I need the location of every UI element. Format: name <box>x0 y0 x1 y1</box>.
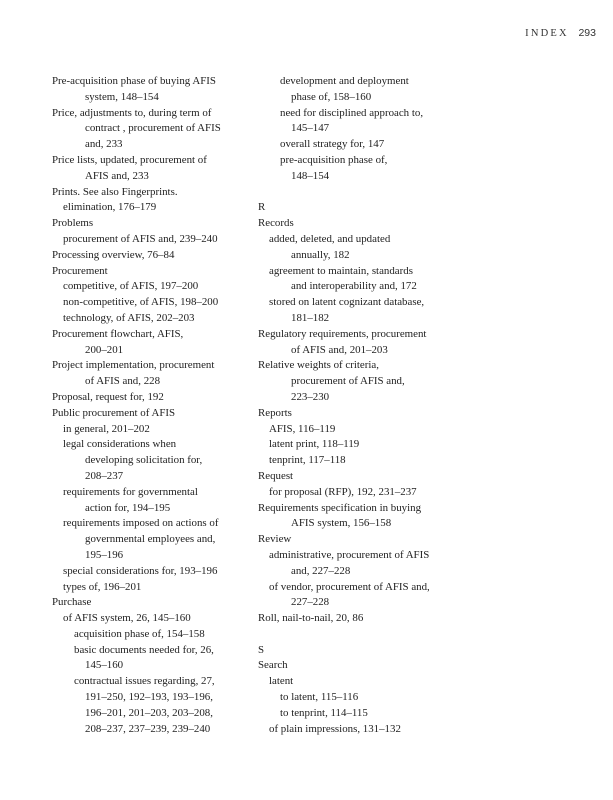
index-entry: Public procurement of AFIS <box>52 406 176 419</box>
section-gap <box>258 627 458 643</box>
index-subentry: and, 233 <box>85 138 123 151</box>
index-subentry: to latent, 115–116 <box>280 691 359 704</box>
index-entry: Search <box>258 659 288 672</box>
index-entry: Regulatory requirements, procurement <box>258 327 427 340</box>
index-subentry: overall strategy for, 147 <box>280 138 385 151</box>
index-subentry: to tenprint, 114–115 <box>280 706 368 719</box>
index-subentry: tenprint, 117–118 <box>269 454 346 467</box>
section-gap <box>258 185 458 201</box>
index-subentry: elimination, 176–179 <box>63 201 157 214</box>
index-column-left <box>52 74 242 737</box>
index-entry: Relative weights of criteria, <box>258 359 379 372</box>
index-subentry: 196–201, 201–203, 203–208, <box>85 706 213 719</box>
index-subentry: of AFIS and, 201–203 <box>291 343 388 356</box>
index-subentry: for proposal (RFP), 192, 231–237 <box>269 485 417 498</box>
index-subentry: 145–160 <box>85 659 124 672</box>
index-subentry: requirements imposed on actions of <box>63 517 219 530</box>
index-subentry: 181–182 <box>291 311 330 324</box>
index-subentry: acquisition phase of, 154–158 <box>74 627 205 640</box>
index-column-right <box>258 74 458 737</box>
index-subentry: added, deleted, and updated <box>269 232 391 245</box>
index-entry: S <box>258 643 265 656</box>
index-subentry: procurement of AFIS and, 239–240 <box>63 232 218 245</box>
index-subentry: 208–237, 237–239, 239–240 <box>85 722 211 735</box>
index-entry: Procurement <box>52 264 108 277</box>
index-subentry: 145–147 <box>291 122 330 135</box>
index-subentry: 200–201 <box>85 343 124 356</box>
index-subentry: 208–237 <box>85 469 124 482</box>
index-subentry: 195–196 <box>85 548 124 561</box>
index-subentry: AFIS system, 156–158 <box>291 517 392 530</box>
index-subentry: agreement to maintain, standards <box>269 264 413 277</box>
index-subentry: AFIS and, 233 <box>85 169 149 182</box>
index-subentry: special considerations for, 193–196 <box>63 564 218 577</box>
index-subentry: contract , procurement of AFIS <box>85 122 221 135</box>
index-subentry: 191–250, 192–193, 193–196, <box>85 691 213 704</box>
index-subentry: competitive, of AFIS, 197–200 <box>63 280 199 293</box>
index-subentry: types of, 196–201 <box>63 580 142 593</box>
index-subentry: of vendor, procurement of AFIS and, <box>269 580 430 593</box>
index-entry: Purchase <box>52 596 92 609</box>
index-subentry: basic documents needed for, 26, <box>74 643 214 656</box>
index-subentry: of AFIS and, 228 <box>85 375 161 388</box>
index-subentry: annually, 182 <box>291 248 350 261</box>
index-subentry: system, 148–154 <box>85 90 159 103</box>
index-subentry: 148–154 <box>291 169 330 182</box>
index-subentry: AFIS, 116–119 <box>269 422 336 435</box>
index-subentry: latent <box>269 675 294 688</box>
index-subentry: and interoperability and, 172 <box>291 280 417 293</box>
index-subentry: governmental employees and, <box>85 533 216 546</box>
index-entry: Procurement flowchart, AFIS, <box>52 327 184 340</box>
index-subentry: technology, of AFIS, 202–203 <box>63 311 195 324</box>
index-subentry: contractual issues regarding, 27, <box>74 675 215 688</box>
index-entry: Problems <box>52 217 94 230</box>
index-entry: Records <box>258 217 294 230</box>
index-entry: Proposal, request for, 192 <box>52 390 164 403</box>
index-entry: Project implementation, procurement <box>52 359 215 372</box>
index-subentry: need for disciplined approach to, <box>280 106 424 119</box>
index-entry: Processing overview, 76–84 <box>52 248 175 261</box>
index-entry: Review <box>258 533 292 546</box>
index-subentry: in general, 201–202 <box>63 422 150 435</box>
index-subentry: phase of, 158–160 <box>291 90 372 103</box>
header-label: INDEX <box>525 28 569 39</box>
index-subentry: administrative, procurement of AFIS <box>269 548 430 561</box>
index-subentry: legal considerations when <box>63 438 177 451</box>
index-entry: Request <box>258 469 294 482</box>
index-entry: Pre-acquisition phase of buying AFIS <box>52 75 216 87</box>
index-subentry: of AFIS system, 26, 145–160 <box>63 612 191 625</box>
index-subentry: stored on latent cognizant database, <box>269 296 425 309</box>
index-entry: Price, adjustments to, during term of <box>52 106 212 119</box>
index-subentry: latent print, 118–119 <box>269 438 360 451</box>
index-subentry: pre-acquisition phase of, <box>280 153 388 166</box>
page-number: 293 <box>578 27 596 39</box>
index-subentry: procurement of AFIS and, <box>291 375 405 388</box>
index-subentry: requirements for governmental <box>63 485 198 498</box>
index-subentry: 227–228 <box>291 596 330 609</box>
index-subentry: of plain impressions, 131–132 <box>269 722 401 735</box>
index-subentry: 223–230 <box>291 390 330 403</box>
index-entry: Prints. See also Fingerprints. <box>52 185 178 198</box>
running-header <box>525 27 596 39</box>
index-subentry: developing solicitation for, <box>85 454 203 467</box>
index-entry: R <box>258 201 266 214</box>
index-entry: Requirements specification in buying <box>258 501 422 514</box>
index-subentry: and, 227–228 <box>291 564 351 577</box>
index-entry: Reports <box>258 406 292 419</box>
index-subentry: development and deployment <box>280 75 409 87</box>
index-entry: Price lists, updated, procurement of <box>52 153 207 166</box>
index-subentry: action for, 194–195 <box>85 501 171 514</box>
index-subentry: non-competitive, of AFIS, 198–200 <box>63 296 219 309</box>
index-entry: Roll, nail-to-nail, 20, 86 <box>258 612 364 625</box>
